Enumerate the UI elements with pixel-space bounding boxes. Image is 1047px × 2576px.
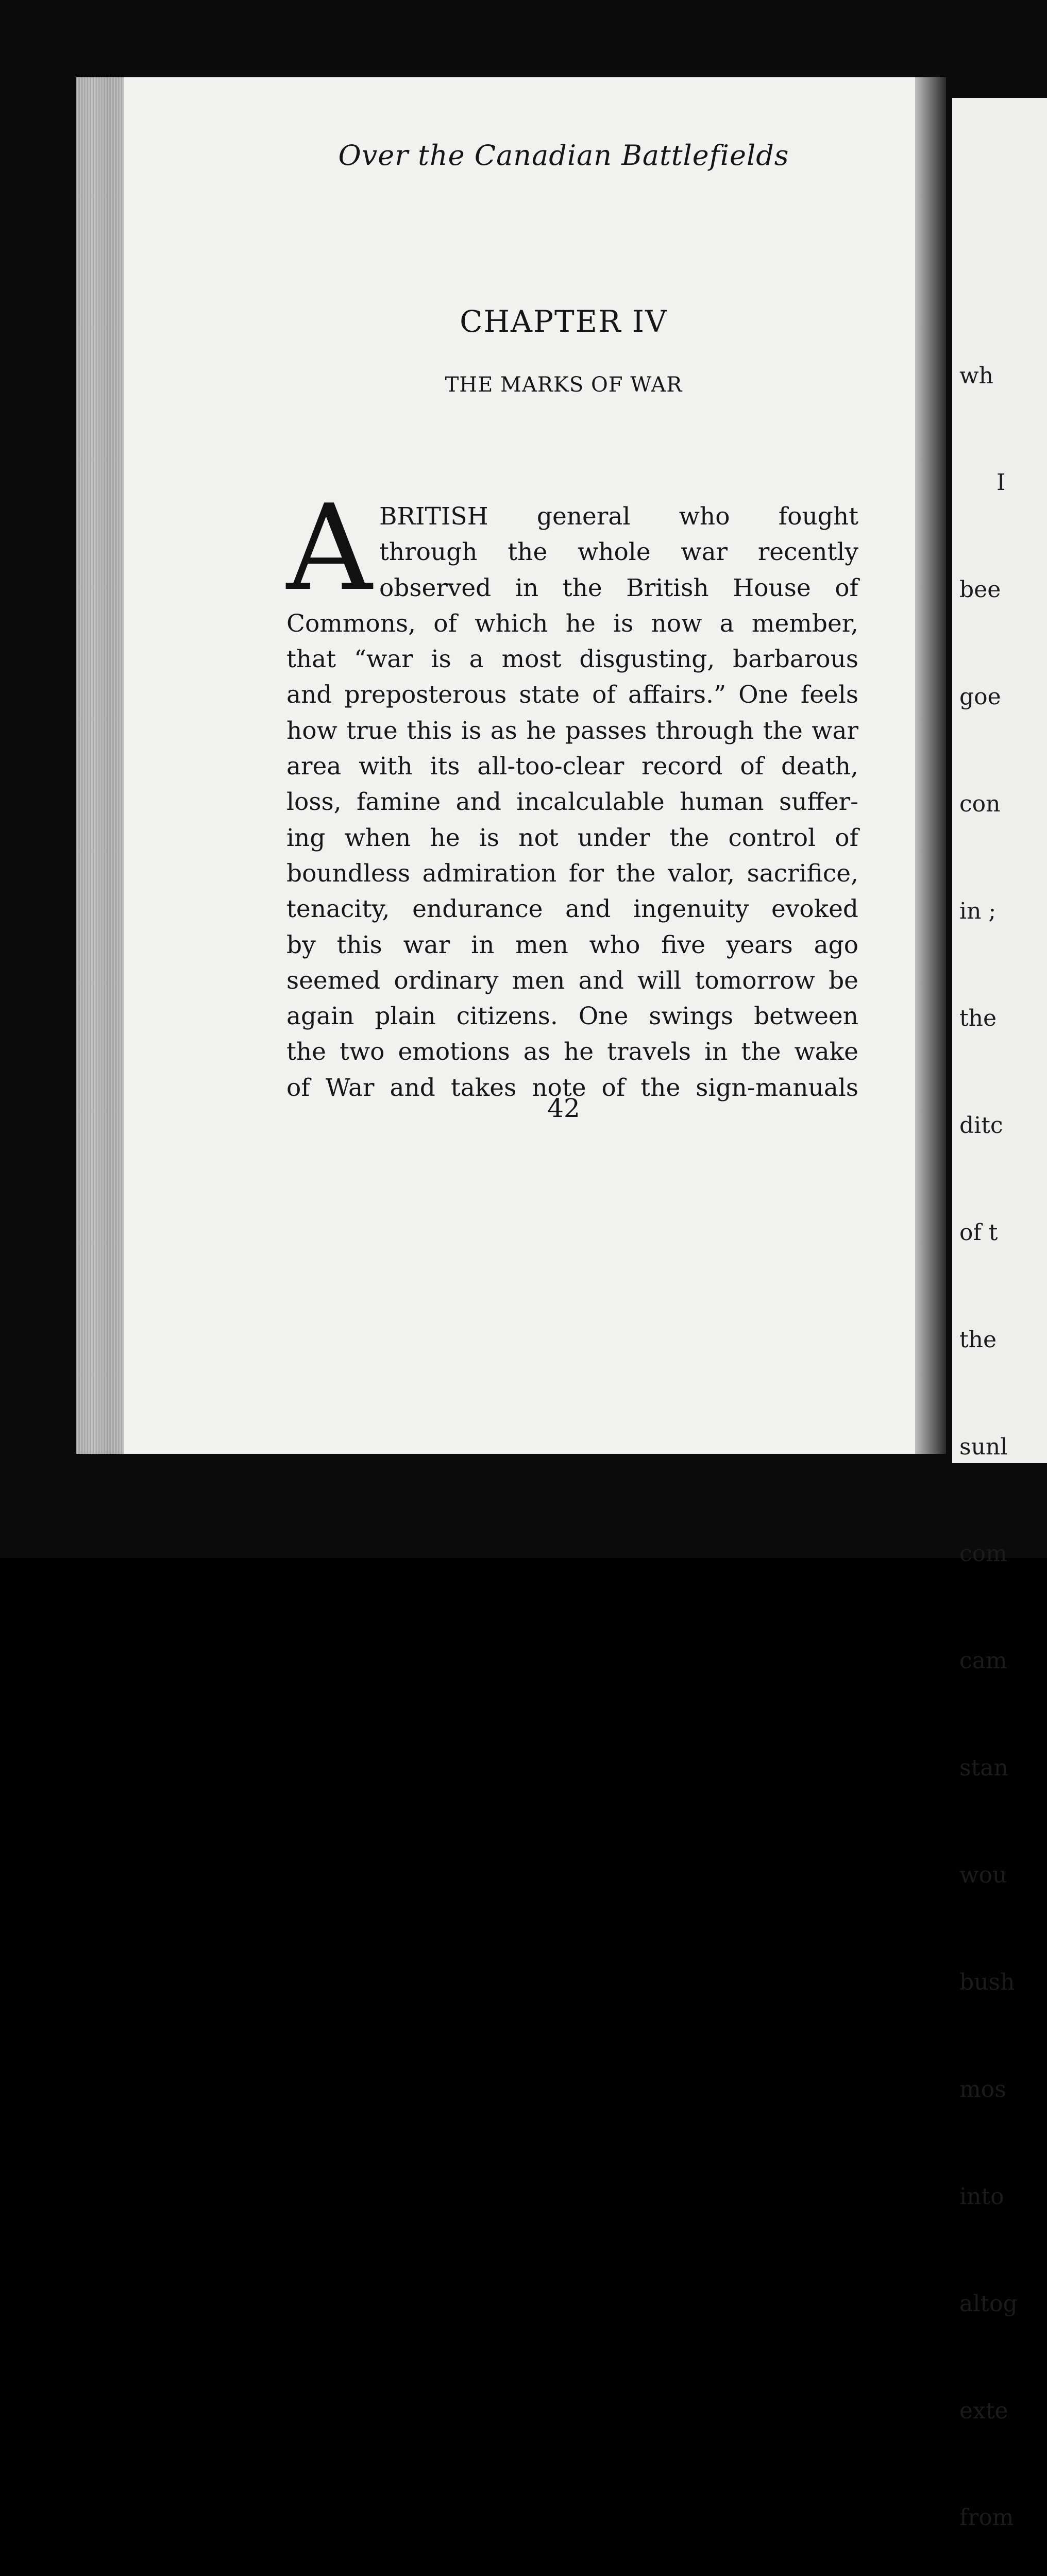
page-edge — [76, 77, 124, 1454]
right-page-line: goe — [959, 684, 1001, 710]
right-page-line: the — [959, 1326, 997, 1353]
body-line: Commons, of which he is now a member, — [286, 609, 858, 638]
body-line: ing when he is not under the control of — [286, 823, 858, 852]
chapter-subtitle: THE MARKS OF WAR — [445, 373, 683, 397]
right-page-line: exte — [959, 2397, 1008, 2424]
right-page-line: in ; — [959, 898, 997, 925]
body-line: seemed ordinary men and will tomorrow be — [286, 966, 858, 995]
page-number: 42 — [547, 1093, 580, 1123]
body-line: BRITISH general who fought — [379, 502, 858, 531]
right-page-line: cam — [959, 1648, 1007, 1674]
right-page-line: bush — [959, 1969, 1015, 1995]
right-page-line: the — [959, 1005, 997, 1031]
right-page-line: wh — [959, 362, 993, 389]
body-line: again plain citizens. One swings between — [286, 1002, 858, 1031]
body-line: tenacity, endurance and ingenuity evoked — [286, 895, 858, 924]
body-line: observed in the British House of — [379, 573, 858, 602]
chapter-title: CHAPTER IV — [460, 304, 668, 339]
running-head: Over the Canadian Battlefields — [338, 139, 789, 172]
right-page-line: sunl — [959, 1433, 1008, 1460]
body-line: loss, famine and incalculable human suffer- — [286, 788, 858, 817]
right-page-line: ditc — [959, 1112, 1003, 1139]
right-page-line: I — [997, 469, 1006, 496]
body-line: by this war in men who five years ago — [286, 930, 858, 959]
body-line: that “war is a most disgusting, barbarous — [286, 645, 858, 674]
right-page-line: from — [959, 2504, 1014, 2531]
right-page-line: wou — [959, 1862, 1007, 1889]
body-line: through the whole war recently — [379, 538, 858, 567]
right-page-line: stan — [959, 1755, 1008, 1782]
right-page-text — [959, 286, 1018, 2576]
chapter-body-text — [286, 499, 858, 1106]
right-page-line: con — [959, 791, 1001, 818]
drop-cap: A — [286, 480, 373, 617]
body-line: how true this is as he passes through the war — [286, 716, 858, 745]
right-page-line: mos — [959, 2076, 1006, 2103]
right-page-line: of t — [959, 1219, 998, 1246]
body-line: of War and takes note of the sign-manuals — [286, 1073, 858, 1102]
right-page-line: bee — [959, 577, 1001, 603]
right-page-line: altog — [959, 2290, 1018, 2317]
body-line: and preposterous state of affairs.” One feels — [286, 681, 858, 709]
right-page-line: into — [959, 2183, 1004, 2210]
body-line: boundless admiration for the valor, sacrifice, — [286, 859, 858, 888]
book-gutter — [915, 77, 946, 1454]
body-line: area with its all-too-clear record of death, — [286, 752, 858, 781]
right-page-fragment — [952, 98, 1047, 2531]
body-line: the two emotions as he travels in the wake — [286, 1038, 858, 1066]
right-page-line: com — [959, 1540, 1007, 1567]
